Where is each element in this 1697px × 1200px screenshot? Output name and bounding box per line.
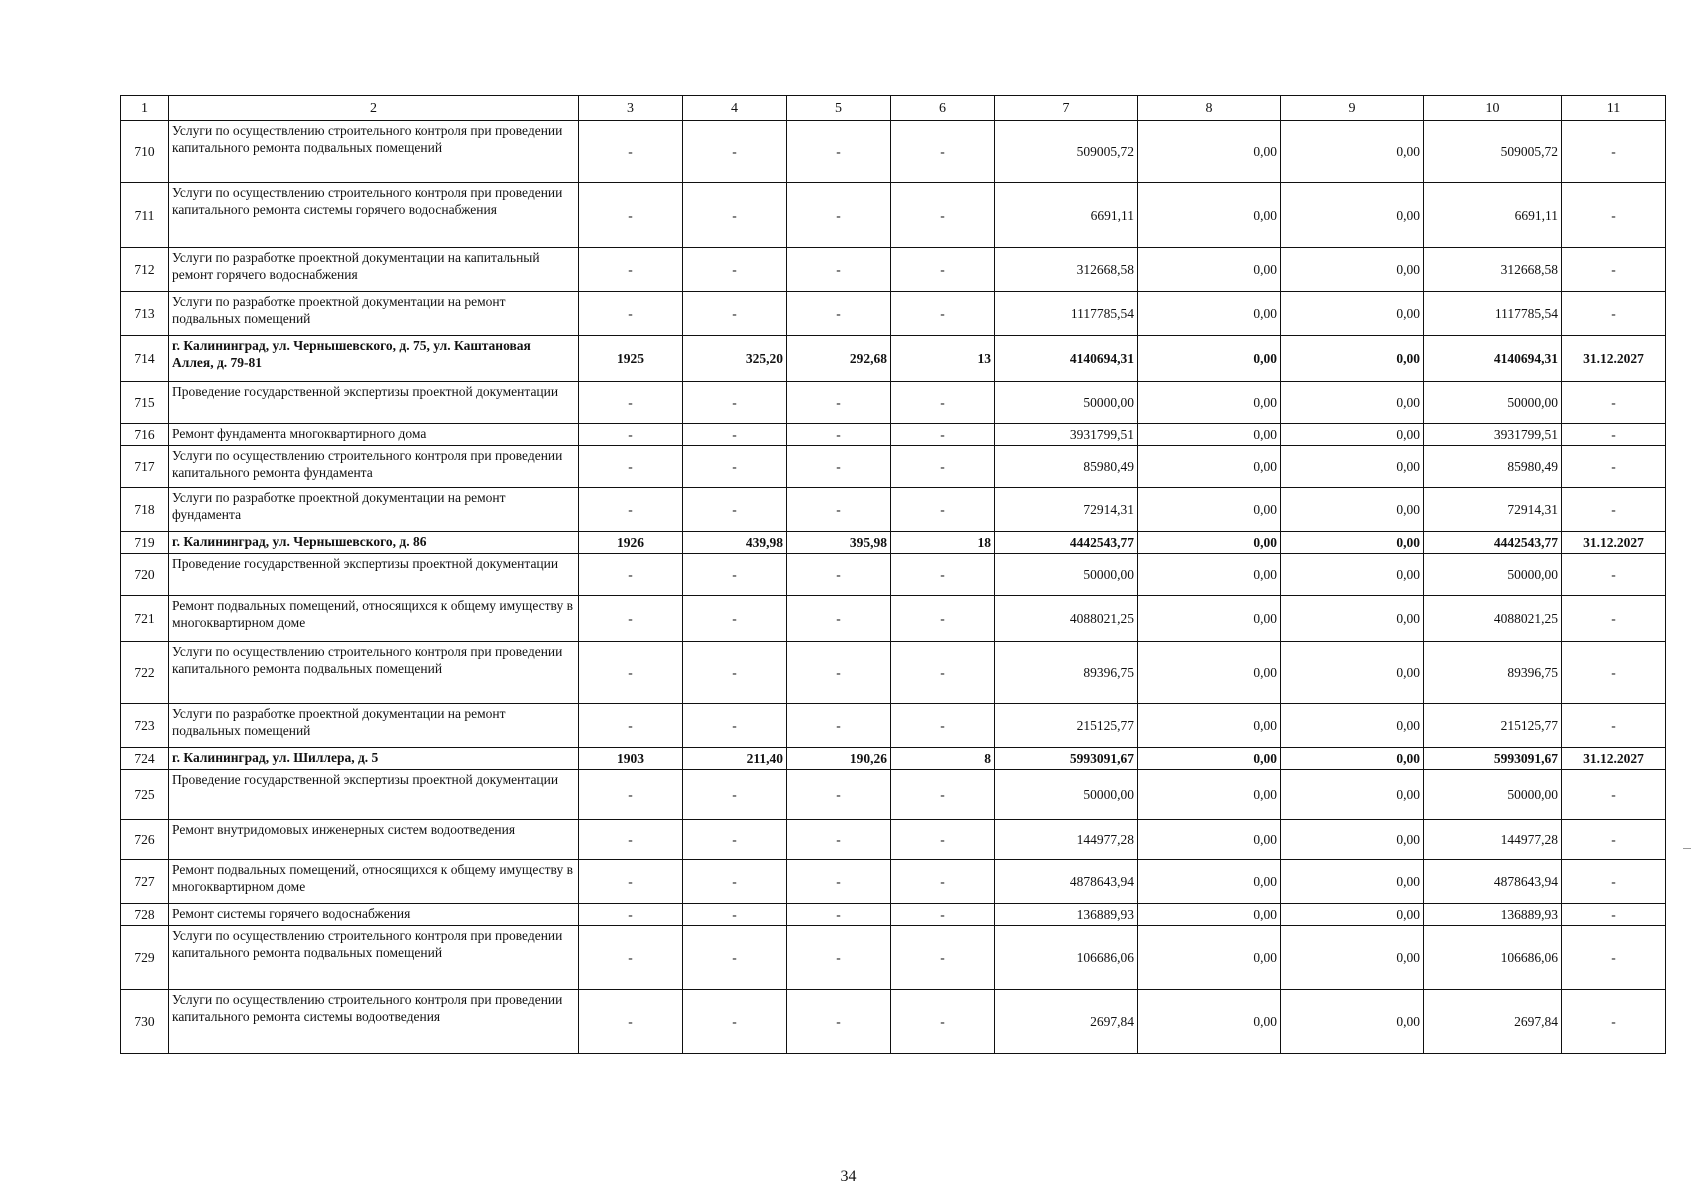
address-row [121, 532, 1666, 554]
cell-cost-fund: 0,00 [1138, 990, 1281, 1054]
cell-area-living: - [787, 488, 891, 532]
work-row [121, 642, 1666, 704]
row-number: 714 [121, 336, 169, 382]
cell-residents: - [891, 704, 995, 748]
row-number: 721 [121, 596, 169, 642]
row-number: 723 [121, 704, 169, 748]
cell-cost-final: 106686,06 [1424, 926, 1562, 990]
row-name: г. Калининград, ул. Чернышевского, д. 86 [169, 532, 579, 554]
cell-cost-owners: 0,00 [1281, 532, 1424, 554]
cell-deadline: - [1562, 642, 1666, 704]
cell-residents: - [891, 926, 995, 990]
cell-area-living: - [787, 904, 891, 926]
cell-area-living: - [787, 926, 891, 990]
cell-cost-fund: 0,00 [1138, 336, 1281, 382]
cell-deadline: - [1562, 121, 1666, 183]
cell-area-total: - [683, 820, 787, 860]
cell-cost-fund: 0,00 [1138, 446, 1281, 488]
cell-cost-final: 215125,77 [1424, 704, 1562, 748]
row-name: Услуги по осуществлению строительного контроля при проведении капитального ремонта фундамента [169, 446, 579, 488]
cell-cost-final: 3931799,51 [1424, 424, 1562, 446]
cell-year: - [579, 926, 683, 990]
cell-cost-owners: 0,00 [1281, 382, 1424, 424]
cell-cost-final: 85980,49 [1424, 446, 1562, 488]
cell-area-living: 292,68 [787, 336, 891, 382]
cell-cost-fund: 0,00 [1138, 860, 1281, 904]
cell-cost-total: 50000,00 [995, 770, 1138, 820]
cell-area-total: 325,20 [683, 336, 787, 382]
row-number: 712 [121, 248, 169, 292]
row-number: 719 [121, 532, 169, 554]
row-name: Услуги по осуществлению строительного контроля при проведении капитального ремонта подвальных помещений [169, 926, 579, 990]
cell-deadline: - [1562, 904, 1666, 926]
cell-area-total: - [683, 183, 787, 248]
row-number: 725 [121, 770, 169, 820]
column-header: 10 [1424, 96, 1562, 121]
cell-cost-final: 89396,75 [1424, 642, 1562, 704]
cell-year: - [579, 183, 683, 248]
column-header: 6 [891, 96, 995, 121]
cell-year: - [579, 770, 683, 820]
cell-cost-total: 1117785,54 [995, 292, 1138, 336]
cell-deadline: - [1562, 292, 1666, 336]
cell-cost-total: 50000,00 [995, 382, 1138, 424]
cell-area-total: - [683, 488, 787, 532]
cell-residents: - [891, 642, 995, 704]
column-header: 8 [1138, 96, 1281, 121]
cell-cost-total: 106686,06 [995, 926, 1138, 990]
cell-cost-final: 136889,93 [1424, 904, 1562, 926]
cell-deadline: - [1562, 382, 1666, 424]
cell-cost-fund: 0,00 [1138, 121, 1281, 183]
cell-area-total: - [683, 424, 787, 446]
cell-residents: - [891, 990, 995, 1054]
cell-cost-fund: 0,00 [1138, 292, 1281, 336]
cell-cost-owners: 0,00 [1281, 121, 1424, 183]
row-number: 711 [121, 183, 169, 248]
cell-cost-total: 72914,31 [995, 488, 1138, 532]
column-header: 5 [787, 96, 891, 121]
cell-deadline: - [1562, 770, 1666, 820]
work-row [121, 121, 1666, 183]
cell-area-total: - [683, 770, 787, 820]
cell-cost-fund: 0,00 [1138, 532, 1281, 554]
cell-deadline: - [1562, 446, 1666, 488]
row-number: 716 [121, 424, 169, 446]
cell-deadline: - [1562, 926, 1666, 990]
work-row [121, 820, 1666, 860]
row-name: г. Калининград, ул. Шиллера, д. 5 [169, 748, 579, 770]
cell-cost-fund: 0,00 [1138, 424, 1281, 446]
row-number: 729 [121, 926, 169, 990]
work-row [121, 248, 1666, 292]
cell-year: - [579, 424, 683, 446]
cell-deadline: - [1562, 554, 1666, 596]
cell-area-total: 439,98 [683, 532, 787, 554]
row-name: Ремонт подвальных помещений, относящихся к общему имуществу в многоквартирном доме [169, 596, 579, 642]
row-number: 728 [121, 904, 169, 926]
cell-cost-fund: 0,00 [1138, 704, 1281, 748]
cell-cost-fund: 0,00 [1138, 820, 1281, 860]
cell-area-total: - [683, 382, 787, 424]
cell-cost-owners: 0,00 [1281, 554, 1424, 596]
cell-cost-total: 50000,00 [995, 554, 1138, 596]
cell-residents: - [891, 424, 995, 446]
cell-cost-fund: 0,00 [1138, 642, 1281, 704]
cell-year: 1925 [579, 336, 683, 382]
row-name: Услуги по разработке проектной документации на ремонт подвальных помещений [169, 292, 579, 336]
cell-residents: - [891, 183, 995, 248]
cell-deadline: 31.12.2027 [1562, 748, 1666, 770]
row-number: 713 [121, 292, 169, 336]
cell-cost-final: 5993091,67 [1424, 748, 1562, 770]
cell-cost-owners: 0,00 [1281, 820, 1424, 860]
cell-area-living: 190,26 [787, 748, 891, 770]
row-name: Услуги по осуществлению строительного контроля при проведении капитального ремонта системы водоотведения [169, 990, 579, 1054]
cell-cost-total: 312668,58 [995, 248, 1138, 292]
cell-residents: - [891, 820, 995, 860]
row-name: Услуги по разработке проектной документации на ремонт подвальных помещений [169, 704, 579, 748]
cell-area-living: - [787, 554, 891, 596]
cell-cost-owners: 0,00 [1281, 990, 1424, 1054]
cell-cost-total: 5993091,67 [995, 748, 1138, 770]
cell-cost-final: 144977,28 [1424, 820, 1562, 860]
cell-deadline: - [1562, 424, 1666, 446]
cell-deadline: 31.12.2027 [1562, 532, 1666, 554]
work-row [121, 488, 1666, 532]
address-row [121, 748, 1666, 770]
cell-area-living: - [787, 770, 891, 820]
cell-area-living: - [787, 121, 891, 183]
cell-year: - [579, 488, 683, 532]
cell-residents: - [891, 446, 995, 488]
cell-deadline: - [1562, 248, 1666, 292]
column-header: 4 [683, 96, 787, 121]
cell-cost-total: 4088021,25 [995, 596, 1138, 642]
row-number: 717 [121, 446, 169, 488]
cell-cost-owners: 0,00 [1281, 292, 1424, 336]
cell-area-living: - [787, 424, 891, 446]
work-row [121, 596, 1666, 642]
row-name: г. Калининград, ул. Чернышевского, д. 75, ул. Каштановая Аллея, д. 79-81 [169, 336, 579, 382]
row-name: Услуги по осуществлению строительного контроля при проведении капитального ремонта системы горячего водоснабжения [169, 183, 579, 248]
row-number: 727 [121, 860, 169, 904]
cell-area-total: - [683, 292, 787, 336]
cell-year: - [579, 121, 683, 183]
work-row [121, 770, 1666, 820]
cell-year: 1926 [579, 532, 683, 554]
cell-residents: - [891, 382, 995, 424]
cell-cost-owners: 0,00 [1281, 446, 1424, 488]
cell-area-living: - [787, 183, 891, 248]
cell-year: - [579, 990, 683, 1054]
cell-cost-total: 85980,49 [995, 446, 1138, 488]
work-row [121, 926, 1666, 990]
row-name: Проведение государственной экспертизы проектной документации [169, 554, 579, 596]
row-name: Услуги по осуществлению строительного контроля при проведении капитального ремонта подвальных помещений [169, 642, 579, 704]
cell-cost-final: 4140694,31 [1424, 336, 1562, 382]
cell-cost-fund: 0,00 [1138, 926, 1281, 990]
cell-year: - [579, 382, 683, 424]
cell-cost-owners: 0,00 [1281, 424, 1424, 446]
cell-residents: 13 [891, 336, 995, 382]
cell-area-total: - [683, 121, 787, 183]
cell-cost-total: 215125,77 [995, 704, 1138, 748]
cell-residents: - [891, 596, 995, 642]
cell-deadline: - [1562, 488, 1666, 532]
row-number: 730 [121, 990, 169, 1054]
cell-year: - [579, 446, 683, 488]
cell-cost-fund: 0,00 [1138, 382, 1281, 424]
cell-residents: - [891, 770, 995, 820]
cell-year: - [579, 904, 683, 926]
row-name: Услуги по разработке проектной документации на капитальный ремонт горячего водоснабжения [169, 248, 579, 292]
cell-residents: - [891, 554, 995, 596]
scan-mark [1683, 848, 1691, 849]
row-name: Проведение государственной экспертизы проектной документации [169, 770, 579, 820]
cell-cost-fund: 0,00 [1138, 748, 1281, 770]
cell-deadline: - [1562, 183, 1666, 248]
cell-cost-final: 4442543,77 [1424, 532, 1562, 554]
row-name: Услуги по разработке проектной документации на ремонт фундамента [169, 488, 579, 532]
cell-area-living: - [787, 248, 891, 292]
cell-cost-final: 50000,00 [1424, 554, 1562, 596]
cell-residents: 8 [891, 748, 995, 770]
cell-cost-final: 1117785,54 [1424, 292, 1562, 336]
cell-area-total: - [683, 596, 787, 642]
cell-year: - [579, 596, 683, 642]
cell-area-total: - [683, 446, 787, 488]
cell-residents: - [891, 488, 995, 532]
cell-cost-owners: 0,00 [1281, 904, 1424, 926]
cell-area-living: - [787, 990, 891, 1054]
row-name: Ремонт внутридомовых инженерных систем водоотведения [169, 820, 579, 860]
work-row [121, 292, 1666, 336]
work-row [121, 904, 1666, 926]
cell-cost-fund: 0,00 [1138, 488, 1281, 532]
cell-cost-final: 312668,58 [1424, 248, 1562, 292]
cell-area-living: - [787, 382, 891, 424]
cell-cost-fund: 0,00 [1138, 554, 1281, 596]
cell-cost-fund: 0,00 [1138, 904, 1281, 926]
work-row [121, 183, 1666, 248]
cell-area-living: - [787, 704, 891, 748]
cell-year: - [579, 860, 683, 904]
row-name: Проведение государственной экспертизы проектной документации [169, 382, 579, 424]
cell-cost-final: 4088021,25 [1424, 596, 1562, 642]
cell-cost-final: 509005,72 [1424, 121, 1562, 183]
cell-area-total: - [683, 554, 787, 596]
row-number: 718 [121, 488, 169, 532]
cell-residents: - [891, 292, 995, 336]
cell-cost-fund: 0,00 [1138, 183, 1281, 248]
cell-area-total: - [683, 860, 787, 904]
row-name: Ремонт подвальных помещений, относящихся к общему имуществу в многоквартирном доме [169, 860, 579, 904]
row-number: 710 [121, 121, 169, 183]
cell-cost-final: 6691,11 [1424, 183, 1562, 248]
cell-cost-total: 144977,28 [995, 820, 1138, 860]
column-header: 7 [995, 96, 1138, 121]
cell-cost-total: 4140694,31 [995, 336, 1138, 382]
column-header: 1 [121, 96, 169, 121]
cell-year: - [579, 248, 683, 292]
cell-cost-total: 6691,11 [995, 183, 1138, 248]
work-row [121, 860, 1666, 904]
cell-cost-final: 2697,84 [1424, 990, 1562, 1054]
row-number: 724 [121, 748, 169, 770]
row-name: Ремонт фундамента многоквартирного дома [169, 424, 579, 446]
cell-area-total: - [683, 926, 787, 990]
cell-area-living: 395,98 [787, 532, 891, 554]
cell-cost-total: 3931799,51 [995, 424, 1138, 446]
cell-year: - [579, 292, 683, 336]
column-number-row [121, 96, 1666, 121]
cell-area-total: - [683, 704, 787, 748]
cell-residents: 18 [891, 532, 995, 554]
cell-area-total: - [683, 904, 787, 926]
cell-area-living: - [787, 642, 891, 704]
cell-deadline: - [1562, 820, 1666, 860]
cell-cost-owners: 0,00 [1281, 488, 1424, 532]
row-number: 726 [121, 820, 169, 860]
cell-year: - [579, 554, 683, 596]
cell-cost-final: 72914,31 [1424, 488, 1562, 532]
column-header: 11 [1562, 96, 1666, 121]
column-header: 2 [169, 96, 579, 121]
cell-cost-final: 50000,00 [1424, 382, 1562, 424]
cell-cost-owners: 0,00 [1281, 183, 1424, 248]
cell-cost-owners: 0,00 [1281, 336, 1424, 382]
cell-cost-owners: 0,00 [1281, 596, 1424, 642]
work-row [121, 554, 1666, 596]
row-number: 722 [121, 642, 169, 704]
work-row [121, 446, 1666, 488]
cell-year: - [579, 642, 683, 704]
cell-area-living: - [787, 292, 891, 336]
cell-cost-total: 4878643,94 [995, 860, 1138, 904]
cell-cost-owners: 0,00 [1281, 860, 1424, 904]
cell-cost-fund: 0,00 [1138, 596, 1281, 642]
column-header: 3 [579, 96, 683, 121]
cell-cost-owners: 0,00 [1281, 642, 1424, 704]
cell-cost-total: 2697,84 [995, 990, 1138, 1054]
cell-deadline: 31.12.2027 [1562, 336, 1666, 382]
work-row [121, 424, 1666, 446]
row-name: Ремонт системы горячего водоснабжения [169, 904, 579, 926]
cell-area-total: - [683, 248, 787, 292]
cell-year: 1903 [579, 748, 683, 770]
cell-area-living: - [787, 596, 891, 642]
document-sheet [120, 95, 1665, 1054]
column-header: 9 [1281, 96, 1424, 121]
row-name: Услуги по осуществлению строительного контроля при проведении капитального ремонта подвальных помещений [169, 121, 579, 183]
cell-cost-total: 136889,93 [995, 904, 1138, 926]
cell-area-living: - [787, 860, 891, 904]
cell-cost-owners: 0,00 [1281, 770, 1424, 820]
cell-residents: - [891, 121, 995, 183]
cell-area-total: 211,40 [683, 748, 787, 770]
work-row [121, 704, 1666, 748]
cell-cost-owners: 0,00 [1281, 704, 1424, 748]
cell-cost-total: 4442543,77 [995, 532, 1138, 554]
cell-year: - [579, 704, 683, 748]
repair-program-table [120, 95, 1666, 1054]
cell-area-total: - [683, 990, 787, 1054]
cell-residents: - [891, 860, 995, 904]
cell-cost-total: 509005,72 [995, 121, 1138, 183]
cell-cost-final: 50000,00 [1424, 770, 1562, 820]
cell-cost-fund: 0,00 [1138, 770, 1281, 820]
cell-deadline: - [1562, 860, 1666, 904]
cell-cost-owners: 0,00 [1281, 748, 1424, 770]
cell-cost-owners: 0,00 [1281, 248, 1424, 292]
cell-cost-fund: 0,00 [1138, 248, 1281, 292]
cell-area-total: - [683, 642, 787, 704]
cell-year: - [579, 820, 683, 860]
cell-deadline: - [1562, 596, 1666, 642]
page-number: 34 [840, 1168, 857, 1185]
cell-cost-owners: 0,00 [1281, 926, 1424, 990]
cell-cost-final: 4878643,94 [1424, 860, 1562, 904]
cell-deadline: - [1562, 990, 1666, 1054]
row-number: 715 [121, 382, 169, 424]
cell-deadline: - [1562, 704, 1666, 748]
cell-cost-total: 89396,75 [995, 642, 1138, 704]
cell-area-living: - [787, 446, 891, 488]
address-row [121, 336, 1666, 382]
cell-residents: - [891, 248, 995, 292]
cell-residents: - [891, 904, 995, 926]
work-row [121, 382, 1666, 424]
row-number: 720 [121, 554, 169, 596]
work-row [121, 990, 1666, 1054]
cell-area-living: - [787, 820, 891, 860]
